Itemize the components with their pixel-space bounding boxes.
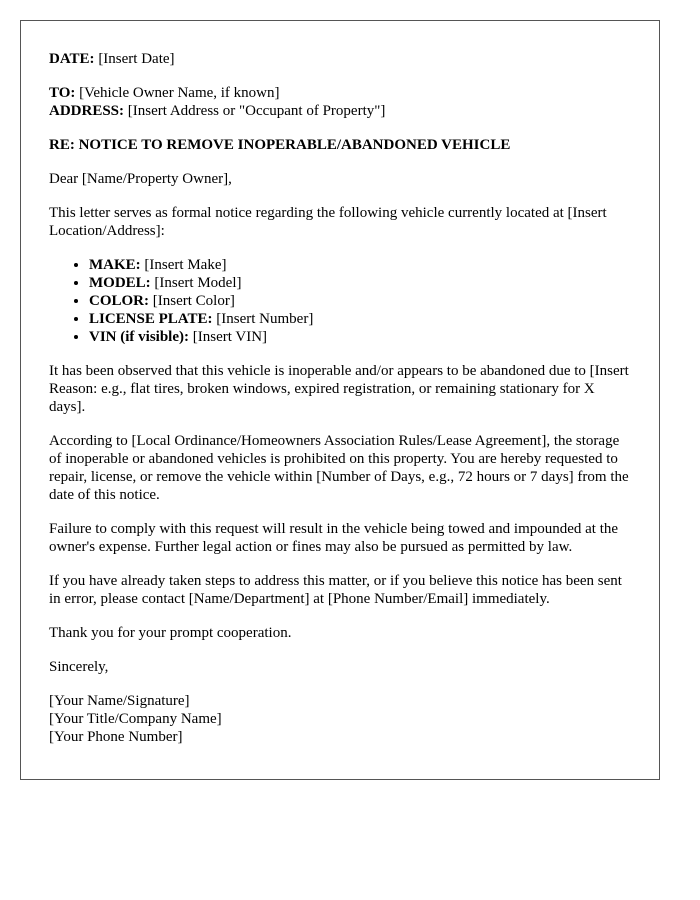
signature-title: [Your Title/Company Name] [49,711,222,727]
date-value: [Insert Date] [94,51,175,67]
make-label: MAKE: [89,257,141,273]
signature-name: [Your Name/Signature] [49,693,190,709]
make-value: [Insert Make] [140,257,227,273]
model-label: MODEL: [89,275,151,291]
failure-paragraph: Failure to comply with this request will result in the vehicle being towed and impounded at the owner's expense. Further legal action or fines may also be pursued as permitted by law. [49,521,619,555]
list-item [89,310,631,328]
to-value: [Vehicle Owner Name, if known] [75,85,280,101]
notice-letter [20,20,660,780]
model-value: [Insert Model] [150,275,242,291]
to-line [49,84,631,102]
observation-paragraph: It has been observed that this vehicle is inoperable and/or appears to be abandoned due to [Insert Reason: e.g., flat tires, broken windows, expired registration, or remaining stationary for X days]. [49,363,629,415]
list-item [89,256,631,274]
contact-paragraph: If you have already taken steps to address this matter, or if you believe this notice has been sent in error, please contact [Name/Department] at [Phone Number/Email] immediately. [49,573,622,607]
signature-block [49,692,631,746]
salutation: Dear [Name/Property Owner], [49,171,232,187]
to-label: TO: [49,85,76,101]
vin-value: [Insert VIN] [189,329,268,345]
address-line [49,102,631,120]
vin-label: VIN (if visible): [89,329,189,345]
intro-paragraph: This letter serves as formal notice regarding the following vehicle currently located at [Insert Location/Address]: [49,205,607,239]
subject-line: RE: NOTICE TO REMOVE INOPERABLE/ABANDONED VEHICLE [49,137,511,153]
color-label: COLOR: [89,293,149,309]
thanks-paragraph: Thank you for your prompt cooperation. [49,625,292,641]
list-item [89,292,631,310]
address-value: [Insert Address or "Occupant of Property"] [124,103,386,119]
signature-phone: [Your Phone Number] [49,729,183,745]
date-line [49,50,631,68]
list-item [89,328,631,346]
vehicle-details-list [49,256,631,346]
ordinance-paragraph: According to [Local Ordinance/Homeowners Association Rules/Lease Agreement], the storage of inoperable or abandoned vehicles is prohibited on this property. You are hereby requested to repair, license, or remove the vehicle within [Number of Days, e.g., 72 hours or 7 days] from the date of this notice. [49,433,629,503]
color-value: [Insert Color] [149,293,235,309]
date-label: DATE: [49,51,95,67]
license-plate-value: [Insert Number] [212,311,314,327]
list-item [89,274,631,292]
license-plate-label: LICENSE PLATE: [89,311,213,327]
closing: Sincerely, [49,659,109,675]
address-label: ADDRESS: [49,103,125,119]
